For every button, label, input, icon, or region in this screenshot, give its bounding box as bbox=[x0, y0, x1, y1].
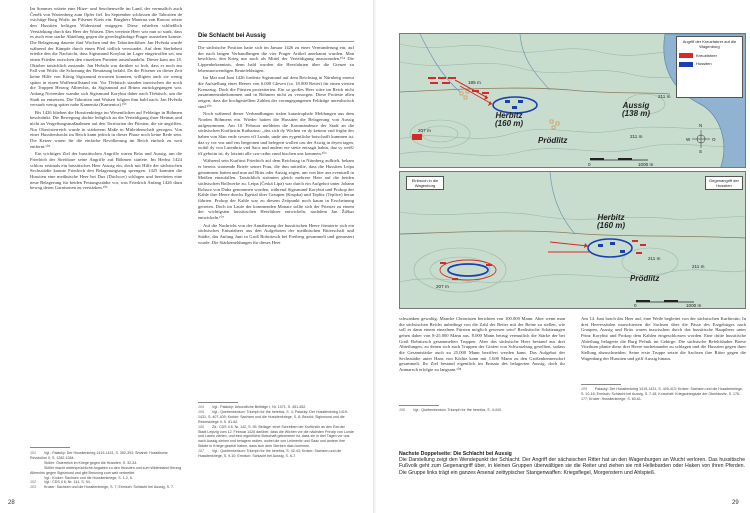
paragraph: Im Sommer wütete eine Hitze- und Seuchenwelle im Land, der vermutlich auch Čeněk von Wartenberg zum Opfer fiel. Im September schlossen die Taboriten de vsichtige Burg Wožic im Pilsener Kreis ein. Burgherr Materna von Ronow setzte den Hussiten heftigen Widerstand entgegen. Diese erhielten schließlich Verstärkung durch das Heer der Waisen. Dies vereinte Heer war nun so stark, dass es auch eine starke Abteilung gegen die gerechtgläubige Prager ausstehen konnte. Die Belagerung dauerte fünf Wochen und der Taboritenführer Jan Hvězda wurde während der Kämpfe durch einen Pfeil tödlich verwundet. Auf dem Sterbebett erteilte den die Nachricht, dass Sigismund Korybut im Lager eingetroffen sei, um einen Frieden zwischen den einzelnen Parteien auszuhandeln. Dieser kam am 18. Oktober tatsächlich zustande. Jan Hvězda war darüber so froh, dass er noch am Fall von Wožic die Schonung der Besatzung befahl. Da die Pilsener zu dieser Zeit keine Hilfe von König Sigismund erwarten konnten, willigten auch sie wenig später in einen Waffenstillstand ein. Vor Třebitsch standen inzwischen die noch die Truppen Herzog Albrechts, da Sigismund auf Brünn zurückgegangen war. Anfang November wandte sich Sigismund Korybut daher nach Třebitsch, um die Stadt zu entsetzen. Die Taboriten und Waisen folgten ihm bald nach. Jan Hvězda verstarb wenig später nahe Kamenitz (Kamenica).¹⁰¹ bbox=[30, 6, 182, 108]
map-callout: Einbruch in die Wagenburg bbox=[406, 176, 444, 190]
right-col2-footnotes bbox=[581, 387, 746, 417]
right-col1-text bbox=[399, 316, 565, 402]
footnote: 107 Vgl.: Quebenkenson: Triumph for the heretics, S. 42-43; Kroker: Sachsen und die Hussitenkriege, S. 9-10; Ermisch: Schlacht bei Aussig, S. 6-7. bbox=[198, 449, 342, 459]
paragraph: Im Mai und Juni 1426 forderte Sigismund auf dem Reichstag in Nürnberg erneut die Aufstellung eines Heeres von 6.000 Gleven (ca. 18.000 Reiter) für einen vierten Kreuzzug. Doch die Fürsten protestierten. Ein so großes Heer wäre im Reich nicht zusammenzubekommen und in Böhmen nicht zu versorgen. Diese Proteste allen zeigen, dass die hochgestellten Zahlen der vorangegangenen Feldzüge unrealistisch sind.¹⁰⁵ bbox=[198, 75, 354, 109]
right-col1-footnotes bbox=[399, 408, 565, 418]
footnote-rule bbox=[581, 384, 621, 385]
town-label: Prödlitz bbox=[630, 274, 660, 283]
scale-label: 1000 m bbox=[686, 303, 702, 308]
left-col2-text bbox=[198, 30, 354, 398]
compass-east: O bbox=[712, 137, 716, 142]
scale-label: 0 bbox=[588, 162, 591, 167]
elevation-label: 207 m bbox=[418, 128, 431, 133]
footnote: Vgl.: Kroker: Sachsen und die Hussitenkriege, S. 1-2, 6. bbox=[44, 475, 133, 480]
hussite-swatch bbox=[679, 62, 693, 67]
left-col2-footnotes bbox=[198, 405, 354, 505]
footnote: Stöller: Österreich im Kriege gegen die Hussiten, S. 32-34. bbox=[44, 460, 138, 465]
footnote: 104 Vgl.: Palacký: Urkundliche Beiträge I, Nr. 1071, S. 451-452. bbox=[198, 405, 307, 409]
paragraph: Bis 1426 blieben die Hussitenkriege im Wesentlichen auf Feldzüge in Böhmen beschränkt. Die Bewegung dachte lediglich an die Verteidigung ihrer Heimat und nicht an Vergeltungsmaßnahmen auf den Territorien der Fürsten, die sie angriffen. Nur Oberösterreich wurde in stärkerem Maße in Mitleidenschaft gezogen. Von einer Hussitenfurcht im Reich kann jedoch in dieser Phase noch keine Rede sein. Die Ketzer waren für die einfache Bevölkerung im Reich einfach zu weit entfernt.¹⁰² bbox=[30, 109, 182, 149]
paragraph: Auf die Nachricht von der Annäherung der hussitischen Heere förmierte sich ein sächsisches Entsatzheer aus den Aufgeboten der meißnischen Ritterschaft und Städte, das Anfang Juni in Groß Bobritzsch bei Freiberg gesammelt und gemustert wurde. Die Stärkemeldungen für dieses Heer bbox=[198, 222, 354, 245]
paragraph: Die sächsische Position hatte sich im Januar 1426 zu einer Verminderung ein, auf der nach langen Verhandlungen die vier Prager Artikel anerkannt wurden. Man beschloss, den Krieg nur noch als Mittel der Verteidigung anzuwenden.¹⁰⁴ Die Lippenbekenntnis, denn bald wurden die Heerfahrten über die Grenze zu lebensnotwendigen Beutefeldzügen. bbox=[198, 45, 354, 73]
footnote: 109 Palacký: Der Hussitenkrieg 1419-1431, S. 409-413; Kroker: Sachsen und die Hussitenkriege, S. 10-16; Ermisch: Schlacht bei Aussig, S. 7-18; Korschelt: Kriegsdrangsale der Oberlausitz, S. 176-177; Kroker: Hussitenkriege, S. 60-61. bbox=[581, 387, 744, 401]
paragraph: Ein wichtiges Ziel der hussitischen Angriffe waren Brüx und Aussig, um die Friedrich der Streitbare seine Angriffe auf Böhmen startete. Im Herbst 1424 schloss erstmals ein hussitisches Heer Aussig ein, doch mit Hilfe der sächsischen Sechsstädte konnte Friedrich den Belagerungsring sprengen. 1425 konnten die Hussiten eine meißnische Heer bei Dux (Duchcov) schlagen und bereiteten eine neue Belagerung für beiden Festungsstädte vor, was Friedrich Anfang 1426 dazu bewog deren Garnisonen zu verstärken.¹⁰³ bbox=[30, 151, 182, 191]
compass-north: N bbox=[699, 123, 703, 128]
crusader-swatch bbox=[679, 53, 693, 58]
elevation-label: 211 m bbox=[658, 94, 671, 99]
page-number: 29 bbox=[732, 500, 739, 506]
elevation-label: 185 m bbox=[468, 80, 481, 85]
footnote: Stöller macht widersprüchliche Angaben zu den Hussiten und zum Widerstand Herzog Albrechts gegen Sigismund und gibt Breuning zum weit verbreitet. bbox=[30, 465, 182, 475]
left-page bbox=[0, 0, 374, 513]
left-col1-footnotes bbox=[30, 451, 182, 509]
paragraph: Noch während dieser Verhandlungen trafen katastrophale Meldungen aus dem Norden Böhmens ein. Wieder hatten die Hussiten die Belagerung von Aussig aufgenommen. Am 10. Februar meldeten die Kommandeure der Stadt an die sächsischen Kurfürstin Katharina: „das sich dy Wichen vn dy kettern vnd frigbe der haben von Slan vnde czwen vff Lunde, unde uns eygentliche botschafft kummen ist, daz sy vor vns und vns bergeinen und belegern wollen czu der Aswig in dryen tagen, wobil dy von Lutenbriz vnd Sacz und andern ere stette entsagit habin, daz sy weiß/ tff gebotin ist, dy lotzinit alle czu-czihn vnnd bischen uns kommen.¹⁰⁶ bbox=[198, 111, 354, 156]
footnote: 106 Zit.: CDS II 8, Nr. 142, S. 95. Beilage: einet Schreiben der Kurfürstin an den Rat der Stadt Leipzig vom 12. Februar 1426 darüber, dass die Wichen vor die nächsten Prinzip von Lunde und Lauen ziehen, und eine eigentliche Botschaft gekommen ist, dass sie in drei Tagen vor uns nach Aussig ziehen und belagern wollen, wobei die von Leitmeritz und Saaz und andere ihre Städte in Kriege gesetzt haben, dass sich dem Sterben dazu kommen. bbox=[198, 424, 354, 449]
legend-item: Hussiten bbox=[679, 61, 740, 66]
section-heading: Die Schlacht bei Aussig bbox=[198, 32, 354, 42]
legend-title: Angriff der Kreuzfahrer auf die Wagenburg bbox=[682, 39, 737, 49]
footnote-rule bbox=[399, 405, 439, 406]
caption-text: Die Darstellung zeigt den Wendepunkt der Schlacht. Der Angriff der sächsischen Ritter hat an den Wagenburgen an Wucht verloren. Das hussitische Fußvolk geht zum Gegenangriff über, in kleinen Gruppen überwältigen sie die Reiter und ziehen sie mit Hellebarden oder Haken von ihren Pferden. Die Gruppe links trägt ein ganzes Arsenal zeittypischer Stangenwaffen: Kriegsflegel, Morgenstern und Ahlspieß. bbox=[399, 457, 745, 476]
town-label: Herbitz (160 m) bbox=[597, 213, 626, 230]
town-label: Herbitz (160 m) bbox=[495, 111, 524, 128]
map-callout: Gegenangriff der Hussiten bbox=[705, 176, 743, 190]
map-legend bbox=[676, 36, 743, 98]
paragraph: Während sein Kurfürst Friedrich auf dem Reichstag in Nürnberg aufhielt, bekam er bereits warnende Briefe seiner Frau, die ihm mitteilte, dass die Hussiten Leipa genommen hatten und nun auf Brüx oder Aussig zögen, um von hier aus eventuell in Meißen einzufallen. Tatsächlich strömten gleich mehrere Heer auf die beiden sächsischen Bollwerke zu. Leipa (Česká Lípa) war durch ein Aufgebot unter Johann Rohacz von Duba genommen worden, während Sigismund Korybut und Prokop der Kahle ihre Heere durchs Egertal über Graupen (Krupka) und Teplitz (Teplice) heran führten. Prokop der Kahle war zu diesem Zeitpunkt noch kaum in Erscheinung getreten. Doch im Laufe der kommenden Monate sollte sich der Priester zu einem der wichtigsten hussitischen Heerführer entwickeln, nachdem Jan Žižkas entwickeln.¹⁰⁷ bbox=[198, 158, 354, 221]
battle-map-bottom bbox=[399, 171, 746, 309]
footnote: 102 Vgl.: CDS II 8, Nr. 141, S. 94. bbox=[30, 480, 91, 485]
footnote: 108 Vgl.: Quebenkenson: Triumph for the heretics, S. 4-443. bbox=[399, 408, 502, 412]
footnote: 105 Vgl.: Quebenkenson: Triumph for the heretics, S. 4; Palacký: Der Hussitenkrieg 1419-1431, S. 407-409; Kroker: Sachsen und die Hussitenkriege, S. 8; Bezold: Sigismund und die Reichskriege II, S. 81-82. bbox=[198, 409, 349, 424]
image-caption bbox=[399, 451, 745, 476]
right-col2-text bbox=[581, 316, 746, 382]
compass-south: S bbox=[699, 149, 703, 154]
elevation-label: 211 m bbox=[692, 264, 705, 269]
town-label: Prödlitz bbox=[538, 136, 568, 145]
scale-label: 1000 m bbox=[638, 162, 654, 167]
footnote-rule bbox=[198, 402, 238, 403]
footnote: 103 Kroker: Sachsen und die Hussitenkriege, S. 7; Ermisch: Schlacht bei Aussig, S. 7. bbox=[30, 485, 175, 490]
paragraph: Am 14. Juni brach das Heer auf, eine Weile begleitet von der sächsischen Kurfürstin. In drei Heeressäulen marschierten die Sachsen über die Pässe des Erzgebirges nach Graupen, Aussig und Brüx waren inzwischen durch das hussitische Hauptheer unter Prinz Korybut und Prokop dem Kahlen eingeschlossen worden. Eine dritte hussitische Abteilung belagerte die Burg Pečnik im Gebirge. Die sächsische Befehlshaber Boese Vitzthum plante diese drei Heere nacheinander zu schlagen und die Hussiten gegen ihrer Stellung abzuschneiden. Seine erste Truppe setzte die Sachsen ihre Ritter gegen die Wagenburg der Hussiten und griff Aussig hinaus. bbox=[581, 316, 746, 361]
legend-item: Kreuzfahrer bbox=[679, 53, 740, 58]
town-label: Aussig (138 m) bbox=[622, 101, 651, 118]
compass-west: W bbox=[686, 137, 691, 142]
elevation-label: 211 m bbox=[630, 134, 643, 139]
footnote: 101 Vgl.: Palacký: Der Hussitenkrieg 1419-1431, S. 392-393; Šmahel: Hussitische Revolution II, S. 1282-1284. bbox=[30, 451, 168, 460]
page-number: 28 bbox=[8, 500, 15, 506]
scale-label: 0 bbox=[634, 303, 637, 308]
elevation-label: 211 m bbox=[648, 256, 661, 261]
left-col1-text bbox=[30, 6, 182, 329]
elevation-label: 207 m bbox=[436, 284, 449, 289]
paragraph: schwanken gewaltig. Manche Chronisten berichten von 100.000 Mann. Aber wenn man die sächsischen Reichs unbedingt von die Zahl der Reiter mit der Beine zu stellen, wie soll es dann einem einzelnen Fürsten möglich gewesen sein? Realistische Schätzungen gehen daher von 8-25.000 Mann aus. 8.000 Mann betrug vermutlich die Stärke der bei Groß Bobritzsch gesammelten Truppen. Aber das sächsische Heer bestand aus drei Abteilungen, zu denen sich auch Truppen der Grafen von Schwarzburg gesellten, sodass die Gesamtstärke auch zu 25.000 Mann beziffert werden kann. Das Aufgebot der Sechsstädte unter Hans von Köditz kann mit 1.600 Mann zu den Großenhennersdorf gesammelt. Ihr Ziel bestand eigentlich im Entsatz des belagerten Aussig, doch ihr Anmarsch erfolgte zu langsam.¹⁰⁸ bbox=[399, 316, 565, 372]
terrain-svg bbox=[400, 172, 746, 309]
footnote-rule bbox=[30, 447, 70, 448]
caption-title: Nachste Doppelseite: Die Schlacht bei Aussig bbox=[399, 451, 512, 457]
